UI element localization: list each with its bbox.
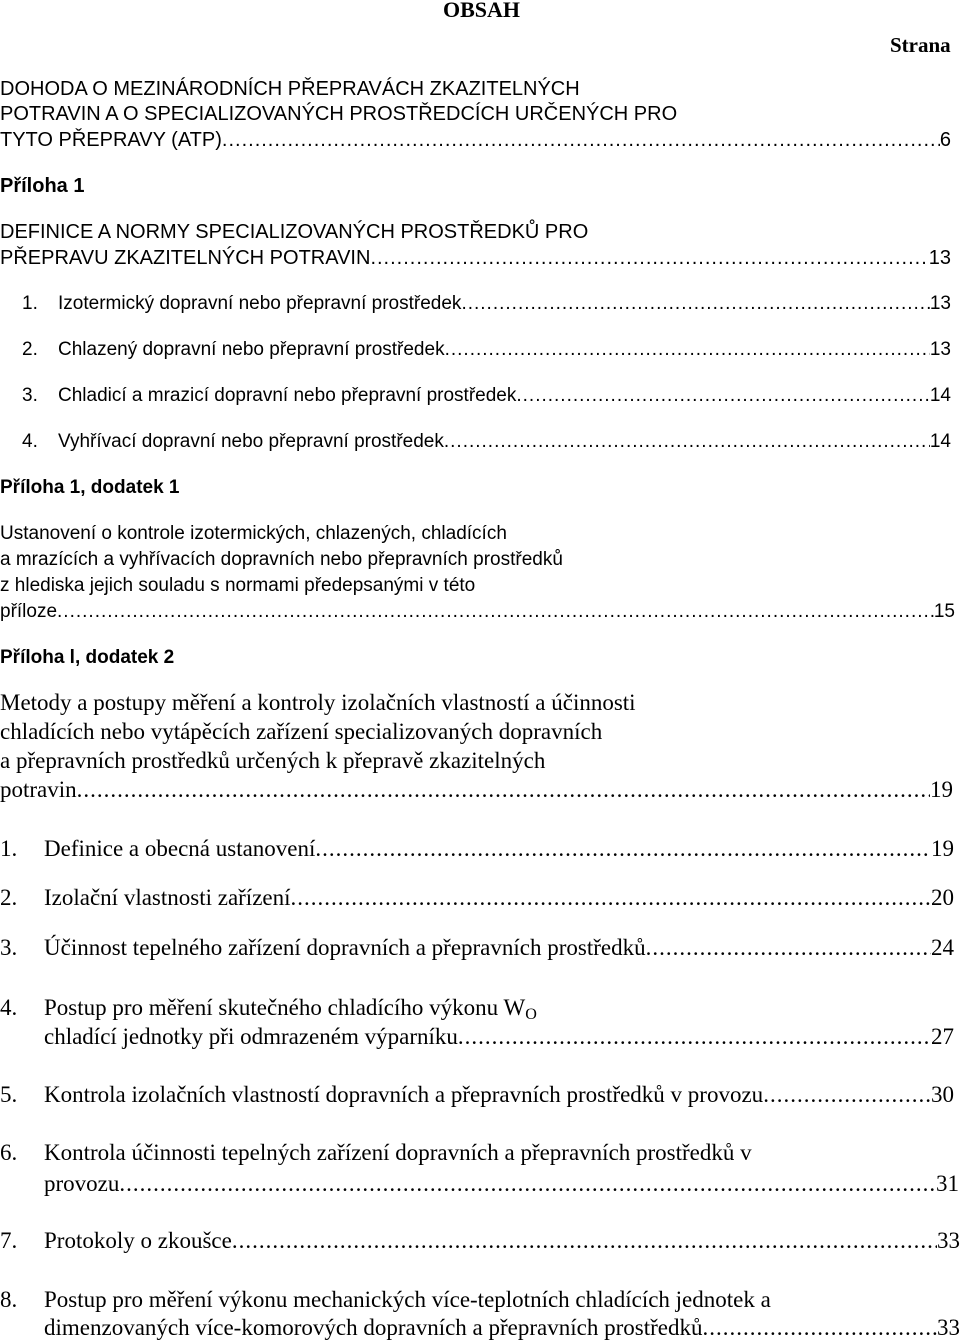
page-number: 20 (931, 885, 954, 910)
appendix-2-title-line-4: potravin (0, 777, 77, 802)
page-number: 24 (931, 935, 954, 960)
appendix-1-heading: Příloha 1, dodatek 1 (0, 477, 180, 498)
item-number: 7. (0, 1228, 18, 1253)
toc-entry-annex-1[interactable] (0, 247, 951, 270)
dot-leader (370, 247, 928, 270)
item-text-continuation: provozu (44, 1171, 120, 1196)
annex-1-heading: Příloha 1 (0, 175, 85, 197)
page-title: OBSAH (443, 0, 521, 22)
item-number: 5. (0, 1082, 18, 1107)
item-text: Vyhřívací dopravní nebo přepravní prostředek (58, 431, 444, 452)
item-text: Izotermický dopravní nebo přepravní prostředek (58, 293, 462, 314)
dot-leader (516, 385, 930, 407)
toc-entry-appendix-2-item-6[interactable] (0, 1140, 752, 1166)
dot-leader (445, 339, 930, 361)
toc-entry-appendix-2-item-3[interactable] (0, 935, 954, 961)
page-number: 33 (937, 1315, 960, 1340)
dot-leader (702, 1315, 937, 1341)
dot-leader (232, 1228, 937, 1254)
item-number: 4. (22, 431, 38, 452)
toc-entry-appendix-2-item-8[interactable] (0, 1287, 771, 1313)
toc-entry-atp-line-1: DOHODA O MEZINÁRODNÍCH PŘEPRAVÁCH ZKAZITELNÝCH (0, 78, 580, 100)
dot-leader (119, 1171, 936, 1197)
item-number: 2. (0, 885, 18, 910)
toc-entry-atp-line-2: POTRAVIN A O SPECIALIZOVANÝCH PROSTŘEDCÍCH URČENÝCH PRO (0, 103, 678, 125)
appendix-2-title-line-2: chladících nebo vytápěcích zařízení specializovaných dopravních (0, 719, 603, 744)
page-number: 15 (933, 601, 955, 622)
item-number: 3. (0, 935, 18, 960)
item-text: Definice a obecná ustanovení (44, 836, 316, 861)
appendix-2-title-line-3: a přepravních prostředků určených k přepravě zkazitelných (0, 748, 546, 773)
dot-leader (444, 431, 930, 453)
toc-entry-appendix-2-item-7[interactable] (0, 1228, 960, 1254)
item-text-continuation: chladící jednotky při odmrazeném výparníku (44, 1024, 458, 1049)
page-number: 14 (929, 431, 951, 452)
page-number: 31 (936, 1171, 959, 1196)
dot-leader (461, 293, 929, 315)
item-number: 3. (22, 385, 38, 406)
page-column-label: Strana (890, 33, 951, 57)
item-text: Chlazený dopravní nebo přepravní prostředek (58, 339, 445, 360)
dot-leader (646, 935, 931, 961)
toc-entry-appendix-2-item-8-cont[interactable] (44, 1315, 960, 1341)
annex-1-title-line-2: PŘEPRAVU ZKAZITELNÝCH POTRAVIN (0, 247, 371, 269)
toc-entry-annex-1-item-3[interactable] (22, 385, 951, 407)
item-text: Protokoly o zkoušce (44, 1228, 232, 1253)
toc-entry-appendix-2-item-4[interactable] (0, 995, 537, 1024)
toc-entry-atp-line-3: TYTO PŘEPRAVY (ATP) (0, 129, 222, 151)
page-number: 33 (937, 1228, 960, 1253)
toc-entry-appendix-2-item-5[interactable] (0, 1082, 954, 1108)
page-number: 19 (930, 777, 953, 802)
item-text: Kontrola izolačních vlastností dopravních a přepravních prostředků v provozu (44, 1082, 764, 1107)
toc-entry-appendix-1[interactable] (0, 601, 955, 623)
dot-leader (291, 885, 931, 911)
dot-leader (57, 601, 934, 623)
toc-entry-appendix-2-item-4-cont[interactable] (44, 1024, 954, 1050)
toc-entry-annex-1-item-2[interactable] (22, 339, 951, 361)
toc-entry-annex-1-item-1[interactable] (22, 293, 951, 315)
page-number: 27 (931, 1024, 954, 1049)
annex-1-title-line-1: DEFINICE A NORMY SPECIALIZOVANÝCH PROSTŘEDKŮ PRO (0, 221, 589, 243)
item-text: Postup pro měření výkonu mechanických více-teplotních chladících jednotek a (44, 1287, 771, 1312)
appendix-1-title-line-4: příloze (0, 601, 58, 622)
item-text: Chladicí a mrazicí dopravní nebo přepravní prostředek (58, 385, 517, 406)
appendix-1-title-line-2: a mrazících a vyhřívacích dopravních nebo přepravních prostředků (0, 549, 563, 570)
item-text: Kontrola účinnosti tepelných zařízení dopravních a přepravních prostředků v (44, 1140, 752, 1165)
dot-leader (763, 1082, 931, 1108)
item-text-subscript: O (525, 1006, 537, 1024)
dot-leader (458, 1024, 931, 1050)
item-text: Izolační vlastnosti zařízení (44, 885, 291, 910)
item-number: 1. (22, 293, 38, 314)
toc-entry-appendix-2-item-2[interactable] (0, 885, 954, 911)
item-number: 8. (0, 1287, 18, 1312)
appendix-2-heading: Příloha l, dodatek 2 (0, 647, 175, 668)
dot-leader (315, 836, 931, 862)
item-number: 1. (0, 836, 18, 861)
dot-leader (77, 777, 930, 803)
appendix-2-title-line-1: Metody a postupy měření a kontroly izolačních vlastností a účinnosti (0, 690, 636, 715)
item-number: 6. (0, 1140, 18, 1165)
toc-entry-appendix-2-item-1[interactable] (0, 836, 954, 862)
item-number: 4. (0, 995, 18, 1020)
page-number: 13 (929, 339, 951, 360)
item-text: Účinnost tepelného zařízení dopravních a přepravních prostředků (44, 935, 646, 960)
page-number: 13 (929, 293, 951, 314)
appendix-1-title-line-3: z hlediska jejich souladu s normami předepsanými v této (0, 575, 476, 596)
toc-entry-annex-1-item-4[interactable] (22, 431, 951, 453)
item-text-continuation: dimenzovaných více-komorových dopravních a přepravních prostředků (44, 1315, 703, 1340)
page-number: 14 (929, 385, 951, 406)
dot-leader (222, 129, 940, 152)
item-number: 2. (22, 339, 38, 360)
appendix-1-title-line-1: Ustanovení o kontrole izotermických, chlazených, chladících (0, 523, 507, 544)
page-number: 13 (928, 247, 951, 269)
page-number: 19 (931, 836, 954, 861)
toc-entry-appendix-2[interactable] (0, 777, 953, 803)
toc-entry-atp[interactable] (0, 129, 951, 152)
page-number: 30 (931, 1082, 954, 1107)
toc-entry-appendix-2-item-6-cont[interactable] (44, 1171, 959, 1197)
page-number: 6 (939, 129, 951, 151)
item-text: Postup pro měření skutečného chladícího výkonu W (44, 995, 526, 1020)
